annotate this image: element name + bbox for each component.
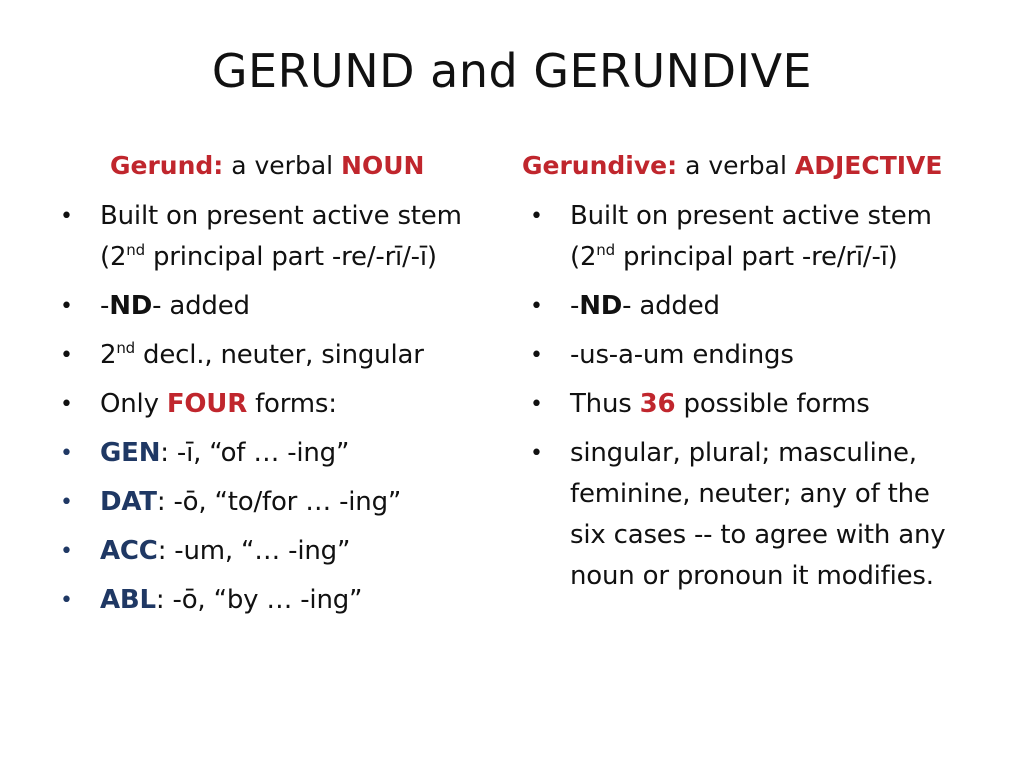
bullet-icon: • (530, 392, 543, 417)
bullet-icon: • (530, 343, 543, 368)
bullet-icon: • (60, 441, 73, 466)
bullet-icon: • (60, 539, 73, 564)
gerund-column (58, 148, 498, 629)
bullet-icon: • (60, 294, 73, 319)
gerund-list (58, 196, 498, 621)
list-item: • -us-a-um endings (528, 335, 968, 376)
list-item: • -ND- added (58, 286, 498, 327)
gerund-heading (110, 148, 498, 184)
bullet-icon: • (60, 490, 73, 515)
bullet-icon: • (530, 294, 543, 319)
list-item: • Only FOUR forms: (58, 384, 498, 425)
bullet-icon: • (60, 588, 73, 613)
bullet-icon: • (60, 343, 73, 368)
gerundive-list (528, 196, 968, 597)
list-item: • Thus 36 possible forms (528, 384, 968, 425)
gerund-key: NOUN (341, 151, 425, 180)
list-item: • Built on present active stem (2nd principal part -re/-rī/-ī) (58, 196, 498, 278)
gerundive-key: ADJECTIVE (794, 151, 943, 180)
bullet-icon: • (60, 204, 73, 229)
list-item: • Built on present active stem (2nd principal part -re/rī/-ī) (528, 196, 968, 278)
gerund-heading-text: a verbal (223, 151, 342, 180)
bullet-icon: • (530, 441, 543, 466)
gerundive-heading (522, 148, 968, 184)
slide-title: GERUND and GERUNDIVE (211, 44, 813, 98)
list-item: • ACC: -um, “… -ing” (58, 531, 498, 572)
list-item: • ABL: -ō, “by … -ing” (58, 580, 498, 621)
bullet-icon: • (530, 204, 543, 229)
gerundive-term: Gerundive: (522, 151, 678, 180)
list-item: • -ND- added (528, 286, 968, 327)
gerund-term: Gerund: (110, 151, 224, 180)
list-item: • DAT: -ō, “to/for … -ing” (58, 482, 498, 523)
list-item: • singular, plural; masculine, feminine, neuter; any of the six cases -- to agree with any noun or pronoun it modifies. (528, 433, 968, 597)
list-item: • GEN: -ī, “of … -ing” (58, 433, 498, 474)
bullet-icon: • (60, 392, 73, 417)
list-item: • 2nd decl., neuter, singular (58, 335, 498, 376)
gerundive-column (522, 148, 968, 605)
gerundive-heading-text: a verbal (677, 151, 795, 180)
